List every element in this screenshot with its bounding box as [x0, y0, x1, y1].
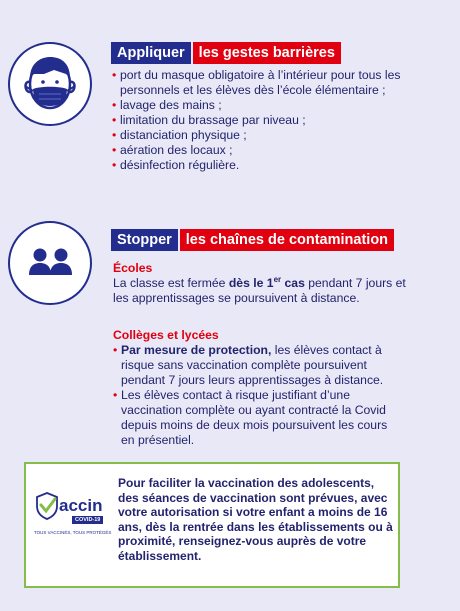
list-item: • désinfection régulière.	[112, 158, 412, 173]
vaccin-logo	[34, 490, 114, 550]
people-group-icon	[10, 223, 90, 303]
banner-gestes-barrieres: les gestes barrières	[193, 42, 341, 64]
section2-banner	[111, 229, 394, 251]
colleges-list	[113, 343, 403, 448]
list-item: • distanciation physique ;	[112, 128, 412, 143]
list-item: • Les élèves contact à risque justifiant d’une vaccination complète ou ayant contracté la Covid depuis moins de deux mois poursuivent les cours en présentiel.	[113, 388, 403, 448]
ecoles-block	[113, 261, 413, 306]
colleges-heading: Collèges et lycées	[113, 328, 219, 342]
vaccin-logo-badge: COVID-19	[72, 516, 103, 524]
vaccin-shield-check-icon	[36, 492, 58, 520]
banner-appliquer: Appliquer	[111, 42, 191, 64]
vaccination-text: Pour faciliter la vaccination des adolescents, des séances de vaccination sont prévues, avec votre autorisation si votre enfant a moins de 16 ans, dès la rentrée dans les établissements ou à proximité, renseignez-vous auprès de votre établissement.	[118, 476, 393, 563]
mask-icon-circle	[8, 42, 92, 126]
section1-banner	[111, 42, 341, 64]
list-item: • limitation du brassage par niveau ;	[112, 113, 412, 128]
colleges-block	[113, 328, 403, 448]
banner-stopper: Stopper	[111, 229, 178, 251]
list-item: • lavage des mains ;	[112, 98, 412, 113]
ecoles-text: La classe est fermée dès le 1er cas pendant 7 jours et les apprentissages se poursuivent à distance.	[113, 274, 406, 305]
people-icon-circle	[8, 221, 92, 305]
list-item: • aération des locaux ;	[112, 143, 412, 158]
face-mask-icon	[10, 44, 90, 124]
ecoles-heading: Écoles	[113, 261, 153, 275]
vaccin-logo-word: accin	[59, 496, 103, 515]
list-item: • Par mesure de protection, les élèves contact à risque sans vaccination complète poursuivent pendant 7 jours leurs apprentissages à distance.	[113, 343, 403, 388]
list-item: • port du masque obligatoire à l’intérieur pour tous les personnels et les élèves dès l’école élémentaire ;	[112, 68, 412, 98]
gestes-list	[112, 68, 412, 173]
banner-chaines-contamination: les chaînes de contamination	[180, 229, 394, 251]
vaccination-info-box	[24, 462, 400, 588]
vaccin-logo-tagline: TOUS VACCINÉS, TOUS PROTÉGÉS	[34, 530, 112, 535]
